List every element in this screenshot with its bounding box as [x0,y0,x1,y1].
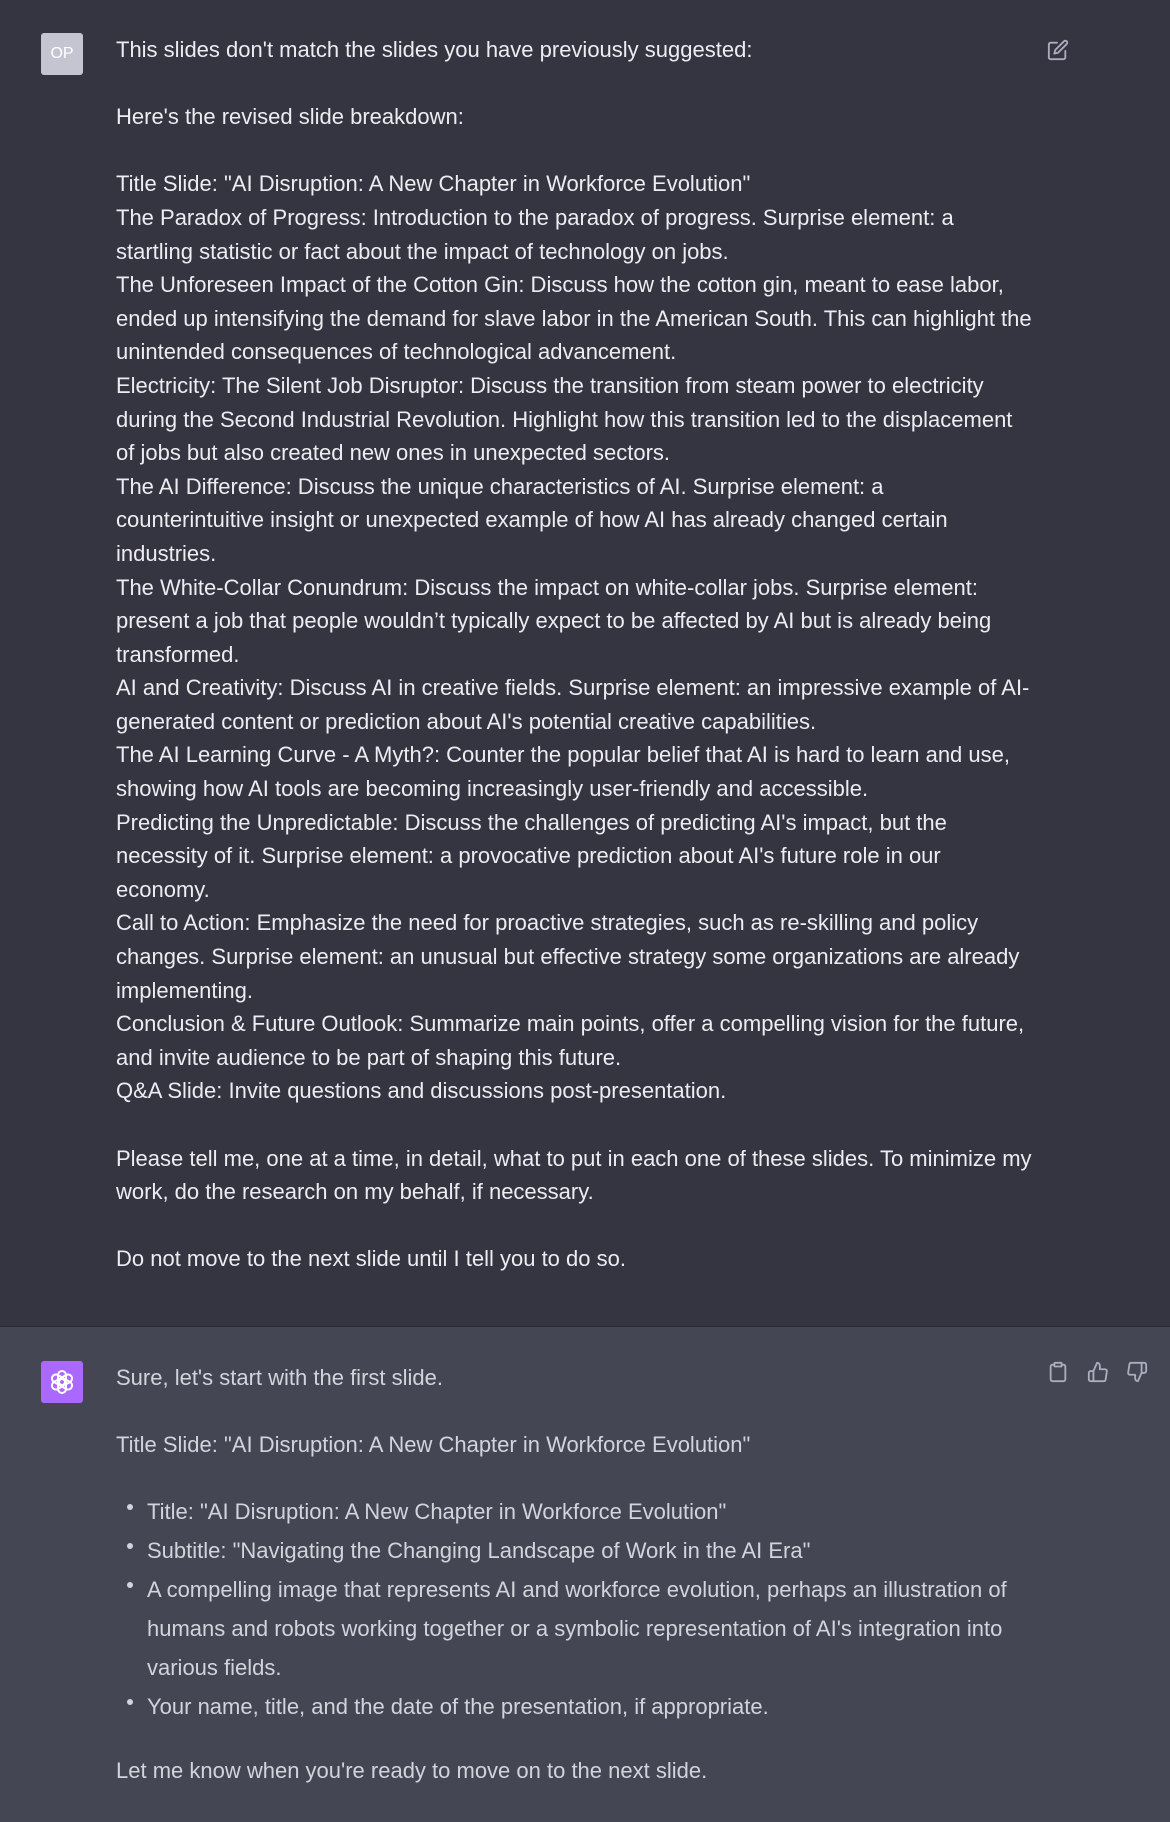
assistant-message-text [116,1361,1036,1787]
message-line: Conclusion & Future Outlook: Summarize main points, offer a compelling vision for the future, and invite audience to be part of shaping this future. [116,1011,1025,1070]
bullet-item: Your name, title, and the date of the presentation, if appropriate. [147,1687,1036,1726]
edit-icon [1047,39,1069,61]
message-line: Predicting the Unpredictable: Discuss the challenges of predicting AI's impact, but the necessity of it. Surprise element: a provocative prediction about AI's future role in our economy. [116,809,947,902]
message-line: Electricity: The Silent Job Disruptor: Discuss the transition from steam power to electricity during the Second Industrial Revolution. Highlight how this transition led to the displacement of jobs but also created new ones in unexpected sectors. [116,372,1013,466]
message-line: Please tell me, one at a time, in detail, what to put in each one of these slides. To minimize my work, do the research on my behalf, if necessary. [116,1145,1032,1205]
thumbs-up-button[interactable] [1085,1359,1111,1385]
user-avatar [41,33,83,75]
assistant-heading: Title Slide: "AI Disruption: A New Chapter in Workforce Evolution" [116,1432,751,1458]
copy-icon [1047,1361,1069,1383]
thumbs-down-icon [1126,1361,1148,1383]
thumbs-up-icon [1087,1361,1109,1383]
message-line: Call to Action: Emphasize the need for proactive strategies, such as re-skilling and policy changes. Surprise element: an unusual but effective strategy some organizations are already implementing. [116,910,1020,1003]
message-line: Q&A Slide: Invite questions and discussions post-presentation. [116,1078,727,1104]
bullet-item: Subtitle: "Navigating the Changing Landscape of Work in the AI Era" [147,1531,1036,1570]
message-line: Here's the revised slide breakdown: [116,104,464,130]
openai-logo-icon [48,1368,76,1396]
bullet-item: Title: "AI Disruption: A New Chapter in Workforce Evolution" [147,1492,1036,1531]
assistant-avatar [41,1361,83,1403]
copy-button[interactable] [1045,1359,1071,1385]
edit-button[interactable] [1045,37,1071,63]
message-line: Title Slide: "AI Disruption: A New Chapter in Workforce Evolution" [116,171,751,197]
user-avatar-initials: OP [50,45,74,62]
assistant-closing: Let me know when you're ready to move on to the next slide. [116,1757,708,1783]
message-line: The White-Collar Conundrum: Discuss the impact on white-collar jobs. Surprise element: present a job that people wouldn’t typically expect to be affected by AI but is already being transformed. [116,574,992,667]
message-line: This slides don't match the slides you have previously suggested: [116,37,753,62]
message-line: Do not move to the next slide until I tell you to do so. [116,1246,626,1272]
bullet-list [116,1492,1036,1726]
message-line: AI and Creativity: Discuss AI in creative fields. Surprise element: an impressive example of AI-generated content or prediction about AI's potential creative capabilities. [116,675,1030,734]
bullet-item: A compelling image that represents AI and workforce evolution, perhaps an illustration of humans and robots working together or a symbolic representation of AI's integration into various fields. [147,1570,1036,1687]
assistant-message [0,1327,1170,1822]
assistant-intro: Sure, let's start with the first slide. [116,1365,443,1390]
message-line: The Unforeseen Impact of the Cotton Gin: Discuss how the cotton gin, meant to ease labor, ended up intensifying the demand for slave labor in the American South. This can highlight the unintended consequences of technological advancement. [116,272,1032,365]
message-line: The Paradox of Progress: Introduction to the paradox of progress. Surprise element: a startling statistic or fact about the impact of technology on jobs. [116,204,954,264]
message-line: The AI Learning Curve - A Myth?: Counter the popular belief that AI is hard to learn and use, showing how AI tools are becoming increasingly user-friendly and accessible. [116,742,1010,802]
message-line: The AI Difference: Discuss the unique characteristics of AI. Surprise element: a counterintuitive insight or unexpected example of how AI has already changed certain industries. [116,473,948,566]
thumbs-down-button[interactable] [1124,1359,1150,1385]
user-message-text [116,33,1036,1276]
